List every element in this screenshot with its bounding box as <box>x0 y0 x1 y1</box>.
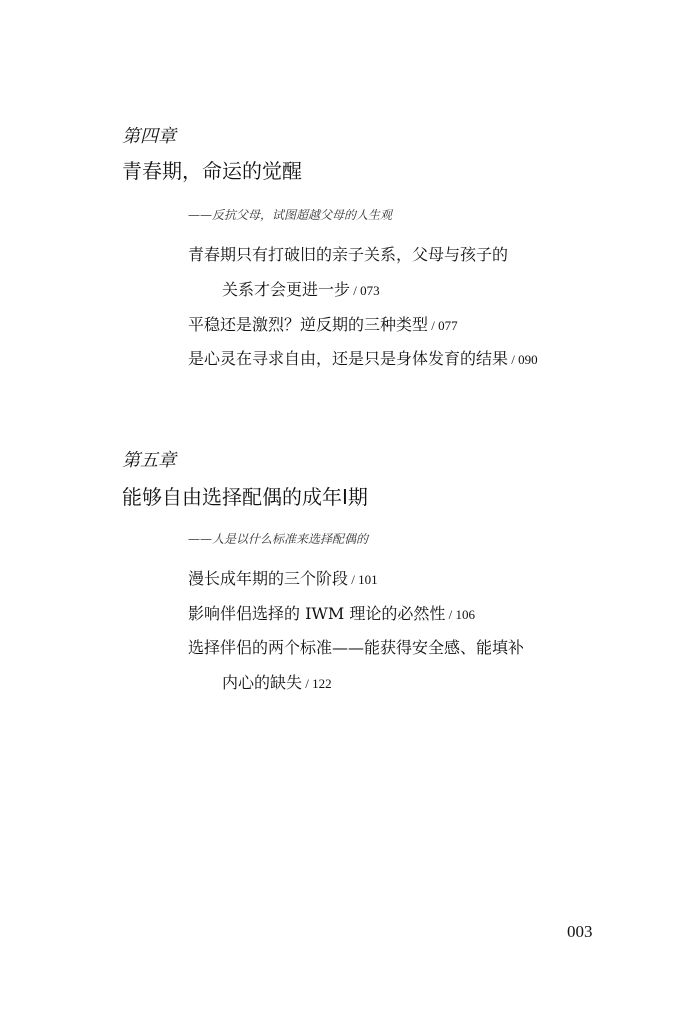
toc-entry-page: / 106 <box>445 607 475 622</box>
toc-entry-page: / 101 <box>348 572 378 587</box>
toc-entry[interactable] <box>188 566 378 589</box>
toc-entry[interactable] <box>188 242 508 265</box>
chapter-4-title: 青春期，命运的觉醒 <box>122 159 302 183</box>
toc-entry[interactable] <box>222 670 332 693</box>
toc-entry[interactable] <box>188 312 458 335</box>
toc-entry-text: 选择伴侣的两个标准——能获得安全感、能填补 <box>188 638 525 657</box>
toc-entry-page: / 122 <box>302 676 332 691</box>
chapter-4-epigraph: ——反抗父母，试图超越父母的人生观 <box>188 208 393 222</box>
chapter-5-title: 能够自由选择配偶的成年Ⅰ期 <box>122 485 368 509</box>
chapter-5-label: 第五章 <box>122 450 176 471</box>
toc-entry-text: 关系才会更进一步 <box>222 280 351 299</box>
toc-entry-text: 青春期只有打破旧的亲子关系，父母与孩子的 <box>188 245 509 264</box>
toc-entry-text: 内心的缺失 <box>222 673 303 692</box>
toc-entry-page: / 077 <box>428 318 458 333</box>
toc-entry-page: / 090 <box>508 352 538 367</box>
toc-entry[interactable] <box>222 277 380 300</box>
toc-entry-page: / 073 <box>350 283 380 298</box>
chapter-4-label: 第四章 <box>122 126 176 147</box>
toc-entry-text: 平稳还是激烈？逆反期的三种类型 <box>188 315 429 334</box>
toc-entry-text: 漫长成年期的三个阶段 <box>188 569 349 588</box>
toc-entry-text: 是心灵在寻求自由，还是只是身体发育的结果 <box>188 349 509 368</box>
chapter-5-epigraph: ——人是以什么标准来选择配偶的 <box>188 532 369 546</box>
toc-entry-text: 影响伴侣选择的 IWM 理论的必然性 <box>188 604 446 623</box>
toc-entry[interactable] <box>188 601 475 624</box>
toc-entry[interactable] <box>188 346 538 369</box>
page-number: 003 <box>567 922 593 941</box>
toc-entry[interactable] <box>188 635 524 658</box>
